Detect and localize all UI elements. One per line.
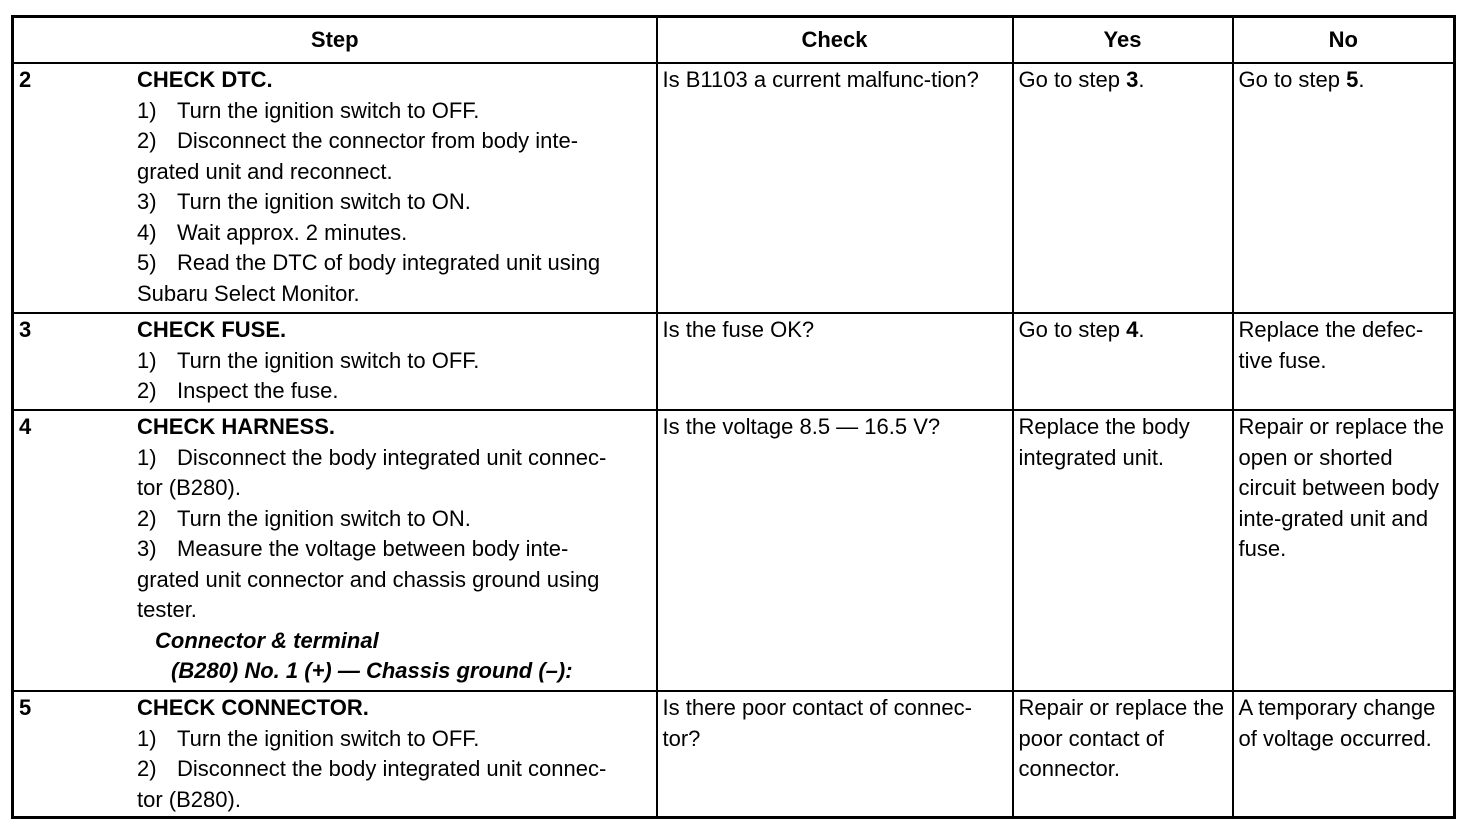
spec-value: (B280) No. 1 (+) — Chassis ground (–): [171, 658, 573, 683]
yes-cell: Repair or replace the poor contact of connector. [1013, 691, 1233, 817]
yes-cell: Go to step 3. [1013, 63, 1233, 313]
table-row [13, 313, 1455, 410]
header-step: Step [13, 17, 657, 64]
header-no: No [1233, 17, 1455, 64]
step-instruction-cont: Subaru Select Monitor. [137, 280, 360, 306]
check-cell: Is there poor contact of connec-tor? [657, 691, 1013, 817]
step-instruction-cont: grated unit connector and chassis ground using [137, 566, 600, 592]
no-cell: Repair or replace the open or shorted circuit between body inte-grated unit and fuse. [1233, 410, 1455, 691]
table-row [13, 63, 1455, 313]
step-number: 5 [19, 695, 32, 720]
step-cell [13, 313, 657, 410]
check-cell: Is B1103 a current malfunc-tion? [657, 63, 1013, 313]
check-cell: Is the voltage 8.5 — 16.5 V? [657, 410, 1013, 691]
step-instruction: 4) Wait approx. 2 minutes. [137, 219, 408, 245]
table-row [13, 691, 1455, 817]
step-instruction: 2) Inspect the fuse. [137, 378, 339, 403]
step-number: 3 [19, 317, 32, 342]
diagnostic-table [11, 15, 1456, 819]
step-instruction: 1) Turn the ignition switch to OFF. [137, 347, 480, 373]
check-cell: Is the fuse OK? [657, 313, 1013, 410]
header-yes: Yes [1013, 17, 1233, 64]
step-title: CHECK HARNESS. [137, 414, 336, 439]
step-instruction: 1) Disconnect the body integrated unit connec- [137, 444, 607, 470]
step-title: CHECK DTC. [137, 67, 273, 92]
step-cell [13, 63, 657, 313]
step-instruction: 1) Turn the ignition switch to OFF. [137, 725, 480, 751]
step-instruction: 1) Turn the ignition switch to OFF. [137, 97, 480, 123]
header-row [13, 17, 1455, 64]
step-instruction: 2) Turn the ignition switch to ON. [137, 505, 471, 531]
yes-cell: Go to step 4. [1013, 313, 1233, 410]
no-cell: Go to step 5. [1233, 63, 1455, 313]
step-instruction-cont: tor (B280). [137, 475, 241, 500]
no-cell: Replace the defec-tive fuse. [1233, 313, 1455, 410]
step-cell [13, 410, 657, 691]
header-check: Check [657, 17, 1013, 64]
step-instruction-cont: tor (B280). [137, 786, 241, 812]
no-cell: A temporary change of voltage occurred. [1233, 691, 1455, 817]
step-instruction: 2) Disconnect the connector from body inte- [137, 128, 579, 153]
table-row [13, 410, 1455, 691]
spec-title: Connector & terminal [155, 627, 379, 653]
yes-cell: Replace the body integrated unit. [1013, 410, 1233, 691]
step-number: 4 [19, 414, 32, 439]
step-instruction: 2) Disconnect the body integrated unit connec- [137, 756, 607, 781]
step-number: 2 [19, 67, 32, 92]
step-cell [13, 691, 657, 817]
step-instruction: 3) Measure the voltage between body inte- [137, 536, 569, 561]
step-instruction: 3) Turn the ignition switch to ON. [137, 189, 471, 214]
step-instruction-cont: tester. [137, 597, 197, 622]
step-instruction: 5) Read the DTC of body integrated unit using [137, 250, 601, 275]
step-title: CHECK CONNECTOR. [137, 695, 369, 720]
step-title: CHECK FUSE. [137, 317, 287, 342]
step-instruction-cont: grated unit and reconnect. [137, 158, 393, 184]
